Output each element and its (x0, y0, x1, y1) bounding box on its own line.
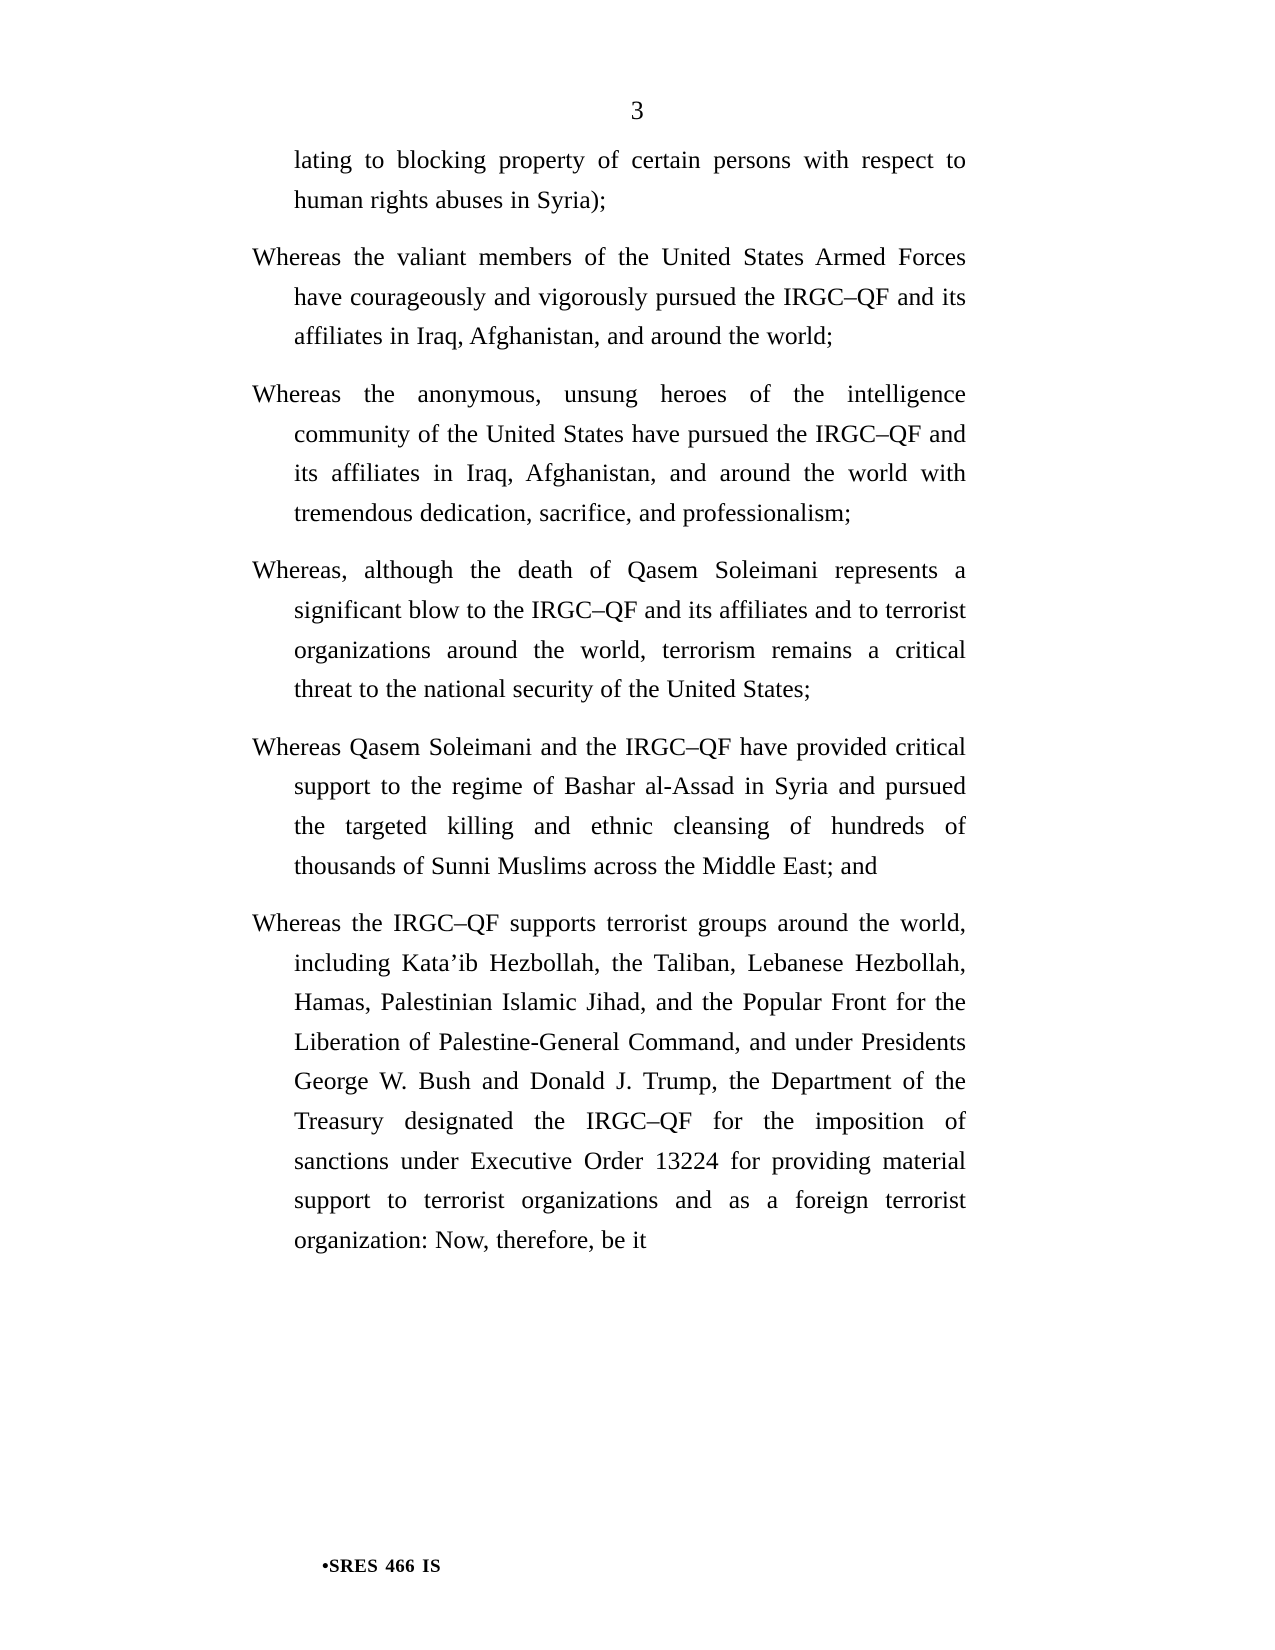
paragraph-continued-syria-sanctions: lating to blocking property of certain persons with respect to human rights abuses in Syria); (294, 145, 966, 214)
paragraph-whereas-armed-forces: Whereas the valiant members of the United States Armed Forces have courageously and vigorously pursued the IRGC–QF and its affiliates in Iraq, Afghanistan, and around the world; (252, 242, 966, 351)
paragraph-whereas-soleimani-death: Whereas, although the death of Qasem Soleimani represents a significant blow to the IRGC–QF and its affiliates and to terrorist organizations around the world, terrorism remains a critical threat to the national security of the United States; (252, 555, 966, 704)
document-footer-bill-id: •SRES 466 IS (322, 1556, 441, 1577)
paragraph-whereas-terrorist-groups: Whereas the IRGC–QF supports terrorist groups around the world, including Kata’ib Hezbollah, the Taliban, Lebanese Hezbollah, Hamas, Palestinian Islamic Jihad, and the Popular Front for the Liberation of Palestine-General Command, and under Presidents George W. Bush and Donald J. Trump, the Department of the Treasury designated the IRGC–QF for the imposition of sanctions under Executive Order 13224 for providing material support to terrorist organizations and as a foreign terrorist organization: Now, therefore, be it (252, 908, 966, 1254)
paragraph-whereas-assad-support: Whereas Qasem Soleimani and the IRGC–QF have provided critical support to the regime of Bashar al-Assad in Syria and pursued the targeted killing and ethnic cleansing of hundreds of thousands of Sunni Muslims across the Middle East; and (252, 731, 966, 880)
page-number: 3 (630, 96, 645, 125)
resolution-body (252, 140, 966, 1259)
paragraph-whereas-intelligence-community: Whereas the anonymous, unsung heroes of the intelligence community of the United States have pursued the IRGC–QF and its affiliates in Iraq, Afghanistan, and around the world with tremendous dedication, sacrifice, and professionalism; (252, 378, 966, 527)
